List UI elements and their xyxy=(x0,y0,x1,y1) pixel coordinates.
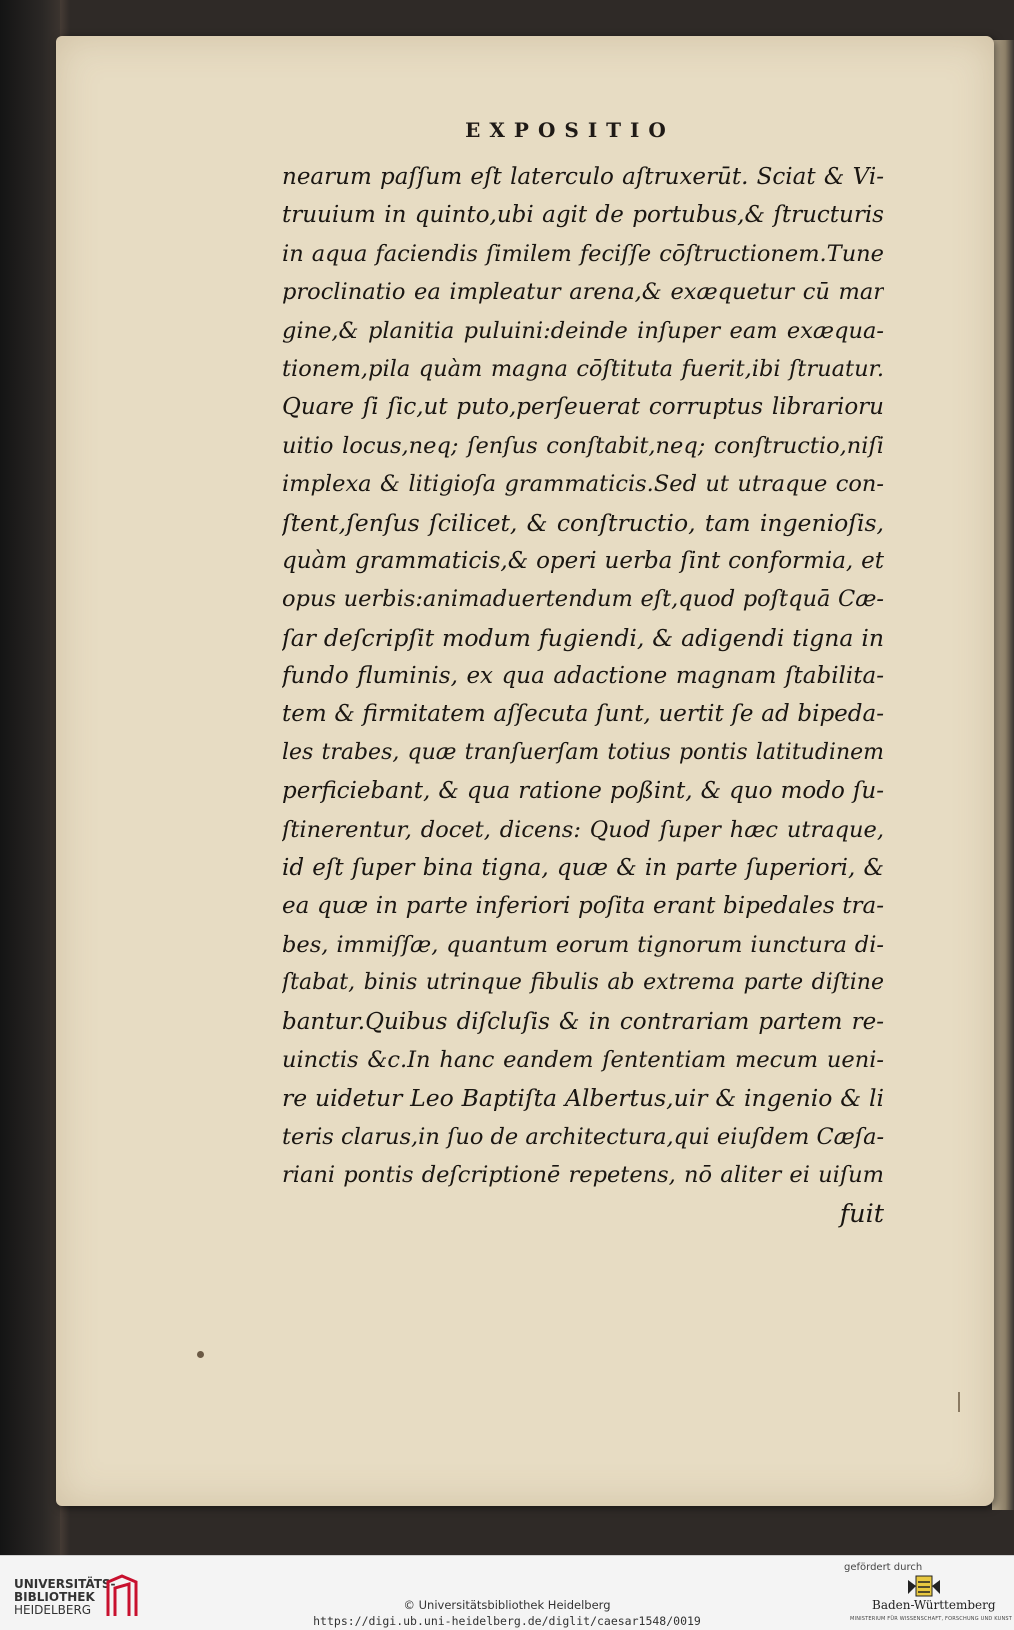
coat-of-arms-icon xyxy=(904,1574,944,1598)
text-line: ſar deſcripſit modum fugiendi, & adigendi tigna in xyxy=(282,623,884,652)
margin-mark xyxy=(958,1392,960,1412)
text-line: implexa & litigioſa grammaticis.Sed ut utraque con- xyxy=(282,471,884,498)
sponsor-ministry: MINISTERIUM FÜR WISSENSCHAFT, FORSCHUNG UND KUNST xyxy=(850,1616,1013,1622)
text-line: ſtinerentur, docet, dicens: Quod ſuper hæc utraque, xyxy=(282,816,884,843)
permalink-url[interactable]: https://digi.ub.uni-heidelberg.de/diglit/caesar1548/0019 xyxy=(313,1614,701,1628)
text-line: tionem,pila quàm magna cōſtituta fuerit,ibi ſtruatur. xyxy=(282,355,884,382)
text-line: les trabes, quæ tranſuerſam totius pontis latitudinem xyxy=(282,739,884,765)
ink-smudge xyxy=(197,1351,204,1358)
text-line: uinctis &c.In hanc eandem ſententiam mecum ueni- xyxy=(282,1046,884,1073)
text-line: bantur.Quibus diſcluſis & in contrariam partem re- xyxy=(282,1008,884,1035)
funded-by-label: gefördert durch xyxy=(844,1562,923,1573)
text-block xyxy=(282,158,884,1233)
copyright-text: © Universitätsbibliothek Heidelberg xyxy=(403,1598,611,1612)
text-line: fundo fluminis, ex qua adactione magnam ſtabilita- xyxy=(282,663,884,690)
text-line: ea quæ in parte inferiori poſita erant bipedales tra- xyxy=(282,893,884,920)
text-line: ſtabat, binis utrinque fibulis ab extrema parte diſtine xyxy=(282,970,884,996)
text-line: gine,& planitia puluini:deinde inſuper eam exæqua- xyxy=(282,317,884,344)
text-line: proclinatio ea impleatur arena,& exæquetur cū mar xyxy=(282,279,884,306)
text-line: ſtent,ſenſus ſcilicet, & conſtructio, tam ingenioſis, xyxy=(282,508,884,537)
library-name-line-1: UNIVERSITÄTS- xyxy=(14,1577,116,1591)
text-line: riani pontis deſcriptionē repetens, nō aliter ei uiſum xyxy=(282,1162,884,1189)
library-name-line-3: HEIDELBERG xyxy=(14,1603,92,1617)
text-line: uitio locus,neq; ſenſus conſtabit,neq; conſtructio,niſi xyxy=(282,432,884,459)
page-fore-edge xyxy=(992,40,1014,1510)
text-line: perficiebant, & qua ratione poßint, & quo modo ſu- xyxy=(282,778,884,805)
text-line: re uidetur Leo Baptiſta Albertus,uir & ingenio & li xyxy=(282,1084,884,1113)
text-line: Quare ſi ſic,ut puto,perſeuerat corruptus librarioru xyxy=(282,394,884,421)
library-logo-icon[interactable] xyxy=(104,1572,140,1620)
book-binding-edge xyxy=(0,0,60,1555)
text-line: truuium in quinto,ubi agit de portubus,& ſtructuris xyxy=(282,202,884,229)
text-line: nearum paſſum eſt laterculo aſtruxerūt. Sciat & Vi- xyxy=(282,164,884,190)
text-line: id eſt ſuper bina tigna, quæ & in parte ſuperiori, & xyxy=(282,855,884,882)
viewer-footer xyxy=(0,1555,1014,1630)
text-line: in aqua faciendis ſimilem feciſſe cōſtructionem.Tune xyxy=(282,240,884,267)
text-line: opus uerbis:animaduertendum eſt,quod poſtquā Cæ- xyxy=(282,586,884,613)
text-line: bes, immiſſæ, quantum eorum tignorum iunctura di- xyxy=(282,931,884,958)
text-line: teris clarus,in ſuo de architectura,qui eiuſdem Cæſa- xyxy=(282,1123,884,1150)
catchword: fuit xyxy=(839,1198,884,1229)
library-name-line-2: BIBLIOTHEK xyxy=(14,1590,95,1604)
sponsor-name: Baden-Württemberg xyxy=(872,1598,996,1612)
running-head: EXPOSITIO xyxy=(465,118,675,142)
text-line: quàm grammaticis,& operi uerba ſint conformia, et xyxy=(282,547,884,574)
text-line: tem & firmitatem aſſecuta ſunt, uertit ſe ad bipeda- xyxy=(282,701,884,728)
